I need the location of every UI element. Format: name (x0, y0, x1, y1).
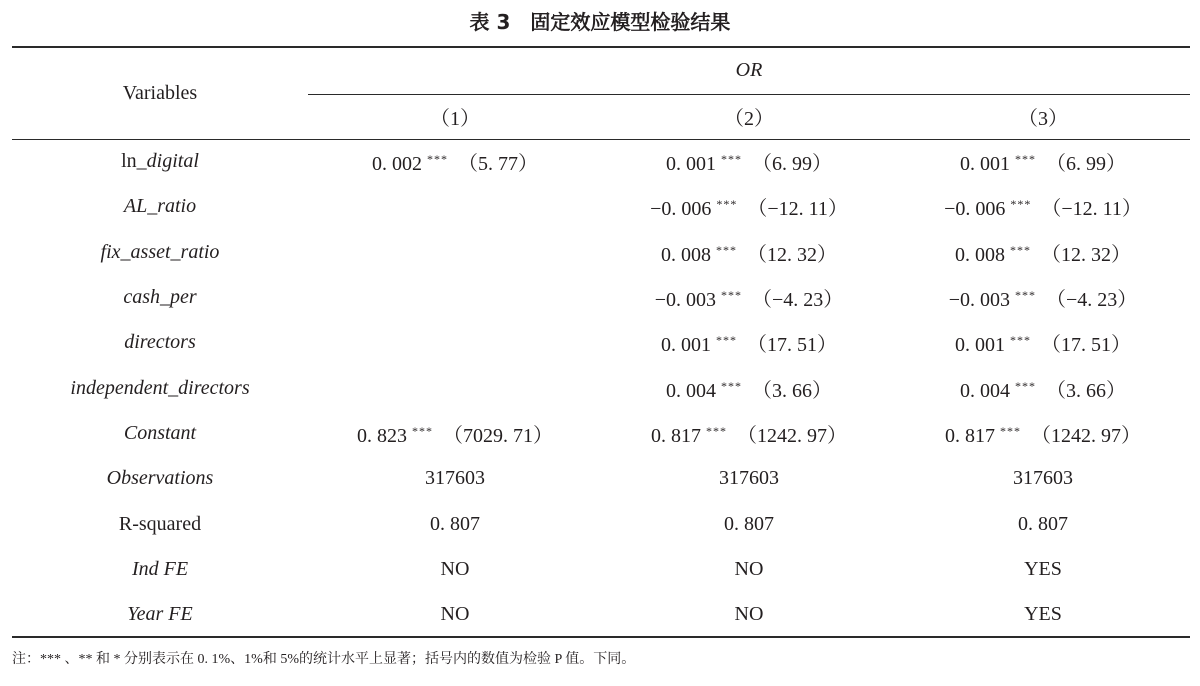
parenthesized-statistic: （5. 77） (458, 153, 538, 176)
cell-value: 0. 008 (661, 243, 711, 266)
cell-value: 0. 807 (1018, 512, 1068, 535)
parenthesized-statistic: （17. 51） (1041, 334, 1131, 357)
table-cell-col-3 (896, 230, 1190, 275)
table-body (12, 139, 1190, 637)
table-cell-col-3 (896, 184, 1190, 229)
table-cell-col-3 (896, 592, 1190, 637)
column-label: （1） (430, 108, 480, 130)
cell-value: −0. 003 (654, 289, 716, 312)
parenthesized-statistic: （−4. 23） (1046, 289, 1138, 312)
significance-stars: *** (1015, 288, 1036, 303)
cell-value: 0. 807 (724, 512, 774, 535)
cell-value: 0. 817 (945, 424, 995, 447)
table-cell-col-1 (308, 365, 602, 410)
cell-value: 0. 004 (666, 379, 716, 402)
table-cell-col-3 (896, 501, 1190, 546)
parenthesized-statistic: （17. 51） (747, 334, 837, 357)
cell-value: 317603 (1013, 467, 1073, 490)
column-header-3 (896, 94, 1190, 139)
significance-stars: *** (1015, 378, 1036, 393)
variable-name: independent_directors (70, 376, 250, 399)
cell-value: −0. 003 (948, 289, 1010, 312)
table-cell-col-2 (602, 184, 896, 229)
significance-stars: *** (412, 423, 433, 438)
significance-stars: *** (1010, 333, 1031, 348)
variable-name: Constant (123, 421, 197, 444)
variable-name: Ind FE (131, 557, 189, 580)
table-note: 注：*** 、** 和 * 分别表示在 0. 1%、1%和 5%的统计水平上显著；括号内的数值为检验 P 值。下同。 (12, 652, 636, 667)
significance-stars: *** (721, 288, 742, 303)
table-cell-col-2 (602, 592, 896, 637)
table-cell-col-1 (308, 456, 602, 501)
parenthesized-statistic: （6. 99） (1046, 153, 1126, 176)
variables-label: Variables (122, 81, 198, 104)
table-cell-col-2 (602, 139, 896, 184)
significance-stars: *** (716, 197, 738, 212)
column-header-1 (308, 94, 602, 139)
table-row (12, 230, 1190, 275)
header-row-group (12, 47, 1190, 94)
table-cell-col-3 (896, 411, 1190, 456)
table-row (12, 592, 1190, 637)
table-cell-col-1 (308, 501, 602, 546)
variable-name-cell (12, 411, 308, 456)
table-cell-col-2 (602, 320, 896, 365)
variable-name: R-squared (118, 512, 202, 535)
significance-stars: *** (706, 423, 727, 438)
table-cell-col-1 (308, 592, 602, 637)
parenthesized-statistic: （12. 32） (747, 243, 837, 266)
cell-value: 0. 001 (960, 153, 1010, 176)
parenthesized-statistic: （−12. 11） (1041, 198, 1142, 221)
parenthesized-statistic: （−4. 23） (752, 289, 844, 312)
variable-name-cell (12, 275, 308, 320)
group-header (308, 47, 1190, 94)
variable-name-cell (12, 501, 308, 546)
table-cell-col-3 (896, 365, 1190, 410)
cell-value: 0. 001 (661, 334, 711, 357)
table-cell-col-1 (308, 139, 602, 184)
table-row (12, 547, 1190, 592)
cell-value: NO (440, 557, 470, 580)
cell-value: 317603 (425, 467, 485, 490)
table-cell-col-1 (308, 184, 602, 229)
parenthesized-statistic: （12. 32） (1041, 243, 1131, 266)
variable-name: digital (146, 150, 199, 173)
significance-stars: *** (1000, 423, 1021, 438)
table-row (12, 501, 1190, 546)
variable-name-cell (12, 139, 308, 184)
variable-name-cell (12, 365, 308, 410)
variable-name: AL_ratio (123, 195, 197, 218)
table-row (12, 456, 1190, 501)
cell-value: 0. 001 (955, 334, 1005, 357)
variable-name: Observations (106, 467, 214, 490)
table-row (12, 184, 1190, 229)
significance-stars: *** (427, 152, 448, 167)
parenthesized-statistic: （3. 66） (752, 379, 832, 402)
group-label: OR (735, 59, 763, 82)
column-header-2 (602, 94, 896, 139)
table-cell-col-2 (602, 501, 896, 546)
variables-header (12, 47, 308, 139)
cell-value: 0. 823 (357, 424, 407, 447)
cell-value: YES (1024, 557, 1062, 580)
cell-value: −0. 006 (650, 198, 712, 221)
variable-name: fix_asset_ratio (100, 240, 220, 263)
significance-stars: *** (716, 333, 737, 348)
table-cell-col-1 (308, 547, 602, 592)
variable-name-cell (12, 592, 308, 637)
cell-value: NO (440, 602, 470, 625)
variable-name-cell (12, 184, 308, 229)
table-cell-col-3 (896, 547, 1190, 592)
significance-stars: *** (716, 242, 737, 257)
cell-value: 0. 001 (666, 153, 716, 176)
table-row (12, 320, 1190, 365)
parenthesized-statistic: （3. 66） (1046, 379, 1126, 402)
parenthesized-statistic: （7029. 71） (443, 424, 553, 447)
variable-name-cell (12, 230, 308, 275)
table-cell-col-2 (602, 275, 896, 320)
parenthesized-statistic: （1242. 97） (737, 424, 847, 447)
significance-stars: *** (721, 152, 742, 167)
variable-name: Year FE (127, 602, 193, 625)
table-row (12, 411, 1190, 456)
table-cell-col-3 (896, 320, 1190, 365)
table-title: 表 3 固定效应模型检验结果 (469, 10, 731, 34)
cell-value: 0. 008 (955, 243, 1005, 266)
table-cell-col-2 (602, 230, 896, 275)
cell-value: NO (734, 557, 764, 580)
table-cell-col-2 (602, 365, 896, 410)
parenthesized-statistic: （−12. 11） (747, 198, 848, 221)
cell-value: 0. 004 (960, 379, 1010, 402)
table-cell-col-2 (602, 456, 896, 501)
column-label: （2） (724, 108, 774, 130)
cell-value: 0. 807 (430, 512, 480, 535)
table-cell-col-3 (896, 139, 1190, 184)
table-cell-col-1 (308, 275, 602, 320)
table-cell-col-2 (602, 411, 896, 456)
table-cell-col-1 (308, 230, 602, 275)
variable-name: ln_ (121, 150, 147, 173)
table-row (12, 365, 1190, 410)
cell-value: 317603 (719, 467, 779, 490)
parenthesized-statistic: （1242. 97） (1031, 424, 1141, 447)
table-cell-col-2 (602, 547, 896, 592)
results-table (12, 46, 1190, 638)
column-label: （3） (1018, 108, 1068, 130)
table-cell-col-3 (896, 275, 1190, 320)
cell-value: NO (734, 602, 764, 625)
table-row (12, 139, 1190, 184)
significance-stars: *** (1010, 242, 1031, 257)
cell-value: 0. 002 (372, 153, 422, 176)
table-row (12, 275, 1190, 320)
significance-stars: *** (1015, 152, 1036, 167)
variable-name-cell (12, 456, 308, 501)
parenthesized-statistic: （6. 99） (752, 153, 832, 176)
significance-stars: *** (721, 378, 742, 393)
cell-value: YES (1024, 602, 1062, 625)
variable-name: directors (124, 331, 196, 354)
table-cell-col-1 (308, 411, 602, 456)
cell-value: −0. 006 (944, 198, 1006, 221)
table-cell-col-1 (308, 320, 602, 365)
cell-value: 0. 817 (651, 424, 701, 447)
significance-stars: *** (1010, 197, 1032, 212)
variable-name: cash_per (123, 286, 197, 309)
table-cell-col-3 (896, 456, 1190, 501)
table-header (12, 47, 1190, 139)
variable-name-cell (12, 547, 308, 592)
variable-name-cell (12, 320, 308, 365)
